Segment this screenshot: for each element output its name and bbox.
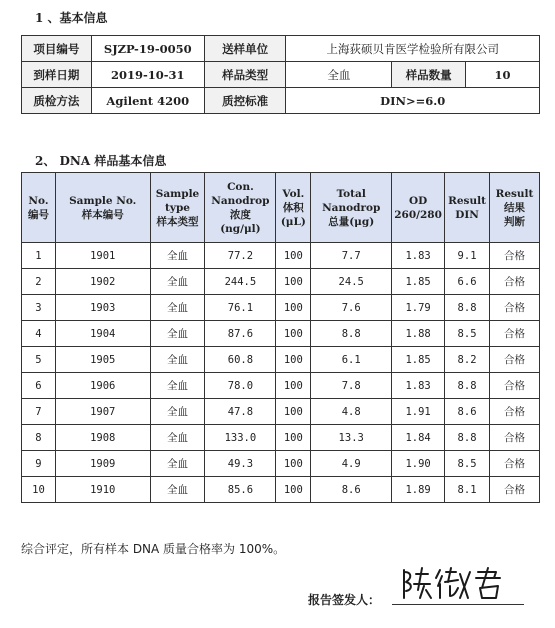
table-cell: 6 bbox=[22, 373, 56, 399]
table-cell: 100 bbox=[276, 243, 311, 269]
table-row bbox=[22, 399, 540, 425]
table-cell: 1.90 bbox=[392, 451, 445, 477]
qc-method-label: 质检方法 bbox=[22, 88, 92, 114]
sample-type-value: 全血 bbox=[286, 62, 392, 88]
table-cell: 100 bbox=[276, 269, 311, 295]
table-cell: 全血 bbox=[150, 347, 205, 373]
qc-standard-label: 质控标准 bbox=[204, 88, 286, 114]
table-cell: 8.8 bbox=[311, 321, 392, 347]
table-cell: 全血 bbox=[150, 321, 205, 347]
column-header-line: 样本编号 bbox=[81, 208, 124, 221]
table-cell: 7 bbox=[22, 399, 56, 425]
table-cell: 8.5 bbox=[445, 451, 490, 477]
column-header-line: 260/280 bbox=[394, 208, 442, 221]
table-cell: 全血 bbox=[150, 425, 205, 451]
column-header-line: Nanodrop bbox=[322, 201, 381, 214]
qc-method-value: Agilent 4200 bbox=[91, 88, 204, 114]
table-cell: 4 bbox=[22, 321, 56, 347]
table-cell: 87.6 bbox=[205, 321, 276, 347]
table-cell: 1 bbox=[22, 243, 56, 269]
column-header bbox=[490, 173, 540, 243]
table-cell: 7.7 bbox=[311, 243, 392, 269]
table-cell: 1.85 bbox=[392, 269, 445, 295]
table-row bbox=[22, 425, 540, 451]
project-no-label: 项目编号 bbox=[22, 36, 92, 62]
table-cell: 1907 bbox=[55, 399, 150, 425]
table-cell: 100 bbox=[276, 451, 311, 477]
table-cell: 8.8 bbox=[445, 295, 490, 321]
column-header-line: 编号 bbox=[27, 208, 49, 221]
column-header-line: Result bbox=[448, 194, 486, 207]
table-cell: 7.6 bbox=[311, 295, 392, 321]
column-header-line: OD bbox=[408, 194, 428, 207]
table-row bbox=[22, 373, 540, 399]
column-header bbox=[22, 173, 56, 243]
table-cell: 1902 bbox=[55, 269, 150, 295]
table-row bbox=[22, 295, 540, 321]
table-cell: 全血 bbox=[150, 243, 205, 269]
sender-value: 上海荻硕贝肯医学检验所有限公司 bbox=[286, 36, 540, 62]
table-row bbox=[22, 269, 540, 295]
table-cell: 78.0 bbox=[205, 373, 276, 399]
column-header-line: DIN bbox=[455, 208, 479, 221]
sample-type-label: 样品类型 bbox=[204, 62, 286, 88]
qc-standard-value: DIN>=6.0 bbox=[286, 88, 540, 114]
table-cell: 全血 bbox=[150, 399, 205, 425]
section2-title: 2、 DNA 样品基本信息 bbox=[35, 154, 167, 168]
column-header bbox=[276, 173, 311, 243]
arrival-date-label: 到样日期 bbox=[22, 62, 92, 88]
column-header-line: 浓度 bbox=[229, 208, 251, 221]
table-row bbox=[22, 347, 540, 373]
table-cell: 100 bbox=[276, 477, 311, 503]
table-cell: 8.8 bbox=[445, 425, 490, 451]
table-cell: 1903 bbox=[55, 295, 150, 321]
table-cell: 100 bbox=[276, 347, 311, 373]
table-cell: 13.3 bbox=[311, 425, 392, 451]
handwritten-signature bbox=[398, 564, 508, 604]
table-cell: 100 bbox=[276, 425, 311, 451]
table-cell: 8.1 bbox=[445, 477, 490, 503]
table-cell: 合格 bbox=[490, 451, 540, 477]
table-cell: 1909 bbox=[55, 451, 150, 477]
table-cell: 8.5 bbox=[445, 321, 490, 347]
table-cell: 1.91 bbox=[392, 399, 445, 425]
table-cell: 100 bbox=[276, 399, 311, 425]
table-cell: 76.1 bbox=[205, 295, 276, 321]
column-header-line: (μL) bbox=[280, 215, 306, 228]
column-header-line: 判断 bbox=[504, 215, 525, 228]
table-cell: 全血 bbox=[150, 373, 205, 399]
column-header-line: Nanodrop bbox=[211, 194, 270, 207]
table-cell: 1.84 bbox=[392, 425, 445, 451]
table-cell: 60.8 bbox=[205, 347, 276, 373]
table-cell: 77.2 bbox=[205, 243, 276, 269]
table-cell: 133.0 bbox=[205, 425, 276, 451]
table-cell: 合格 bbox=[490, 295, 540, 321]
column-header-line: 样本类型 bbox=[156, 215, 199, 228]
table-cell: 合格 bbox=[490, 399, 540, 425]
column-header-line: Result bbox=[495, 187, 534, 200]
conclusion-text: 综合评定，所有样本 DNA 质量合格率为 100%。 bbox=[21, 542, 286, 556]
sample-count-value: 10 bbox=[466, 62, 540, 88]
table-cell: 合格 bbox=[490, 243, 540, 269]
column-header-line: 体积 bbox=[282, 201, 304, 214]
table-cell: 1901 bbox=[55, 243, 150, 269]
column-header-line: No. bbox=[28, 194, 49, 207]
table-cell: 49.3 bbox=[205, 451, 276, 477]
table-cell: 1906 bbox=[55, 373, 150, 399]
table-cell: 9.1 bbox=[445, 243, 490, 269]
sample-count-label: 样品数量 bbox=[392, 62, 466, 88]
table-cell: 合格 bbox=[490, 269, 540, 295]
table-cell: 4.8 bbox=[311, 399, 392, 425]
signer-label: 报告签发人： bbox=[308, 593, 381, 607]
table-cell: 6.1 bbox=[311, 347, 392, 373]
table-cell: 1.83 bbox=[392, 373, 445, 399]
table-cell: 47.8 bbox=[205, 399, 276, 425]
table-cell: 全血 bbox=[150, 451, 205, 477]
table-cell: 全血 bbox=[150, 477, 205, 503]
column-header-line: (ng/μl) bbox=[220, 222, 261, 235]
table-cell: 7.8 bbox=[311, 373, 392, 399]
table-cell: 合格 bbox=[490, 477, 540, 503]
table-cell: 1904 bbox=[55, 321, 150, 347]
table-cell: 合格 bbox=[490, 321, 540, 347]
table-cell: 1905 bbox=[55, 347, 150, 373]
table-cell: 8.6 bbox=[445, 399, 490, 425]
table-cell: 1.79 bbox=[392, 295, 445, 321]
table-cell: 全血 bbox=[150, 295, 205, 321]
table-cell: 1910 bbox=[55, 477, 150, 503]
arrival-date-value: 2019-10-31 bbox=[91, 62, 204, 88]
dna-sample-table bbox=[21, 172, 540, 503]
column-header-line: Total bbox=[336, 187, 366, 200]
table-cell: 1.88 bbox=[392, 321, 445, 347]
column-header-line: Sample bbox=[155, 187, 200, 200]
table-cell: 8.2 bbox=[445, 347, 490, 373]
table-cell: 100 bbox=[276, 321, 311, 347]
column-header bbox=[150, 173, 205, 243]
table-cell: 3 bbox=[22, 295, 56, 321]
table-cell: 85.6 bbox=[205, 477, 276, 503]
column-header bbox=[392, 173, 445, 243]
table-cell: 8.6 bbox=[311, 477, 392, 503]
table-cell: 合格 bbox=[490, 373, 540, 399]
project-no-value: SJZP-19-0050 bbox=[91, 36, 204, 62]
table-cell: 1908 bbox=[55, 425, 150, 451]
table-cell: 全血 bbox=[150, 269, 205, 295]
table-cell: 100 bbox=[276, 373, 311, 399]
table-cell: 2 bbox=[22, 269, 56, 295]
column-header-line: Con. bbox=[227, 180, 254, 193]
table-row bbox=[22, 477, 540, 503]
table-cell: 1.83 bbox=[392, 243, 445, 269]
column-header-line: Vol. bbox=[282, 187, 305, 200]
column-header bbox=[55, 173, 150, 243]
table-cell: 5 bbox=[22, 347, 56, 373]
table-cell: 1.89 bbox=[392, 477, 445, 503]
basic-info-table bbox=[21, 35, 540, 114]
table-cell: 合格 bbox=[490, 347, 540, 373]
table-cell: 合格 bbox=[490, 425, 540, 451]
table-cell: 100 bbox=[276, 295, 311, 321]
table-row bbox=[22, 451, 540, 477]
column-header-line: 总量(μg) bbox=[328, 215, 375, 228]
section1-title: 1 、基本信息 bbox=[35, 11, 108, 25]
table-cell: 9 bbox=[22, 451, 56, 477]
column-header-line: 结果 bbox=[504, 201, 525, 214]
table-cell: 4.9 bbox=[311, 451, 392, 477]
table-cell: 10 bbox=[22, 477, 56, 503]
table-cell: 244.5 bbox=[205, 269, 276, 295]
column-header-line: type bbox=[165, 201, 190, 214]
column-header bbox=[205, 173, 276, 243]
table-cell: 6.6 bbox=[445, 269, 490, 295]
table-row bbox=[22, 321, 540, 347]
column-header-line: Sample No. bbox=[69, 194, 137, 207]
column-header bbox=[311, 173, 392, 243]
table-cell: 24.5 bbox=[311, 269, 392, 295]
table-cell: 8.8 bbox=[445, 373, 490, 399]
table-row bbox=[22, 243, 540, 269]
table-cell: 8 bbox=[22, 425, 56, 451]
table-cell: 1.85 bbox=[392, 347, 445, 373]
signature-line bbox=[392, 604, 524, 605]
column-header bbox=[445, 173, 490, 243]
sender-label: 送样单位 bbox=[204, 36, 286, 62]
